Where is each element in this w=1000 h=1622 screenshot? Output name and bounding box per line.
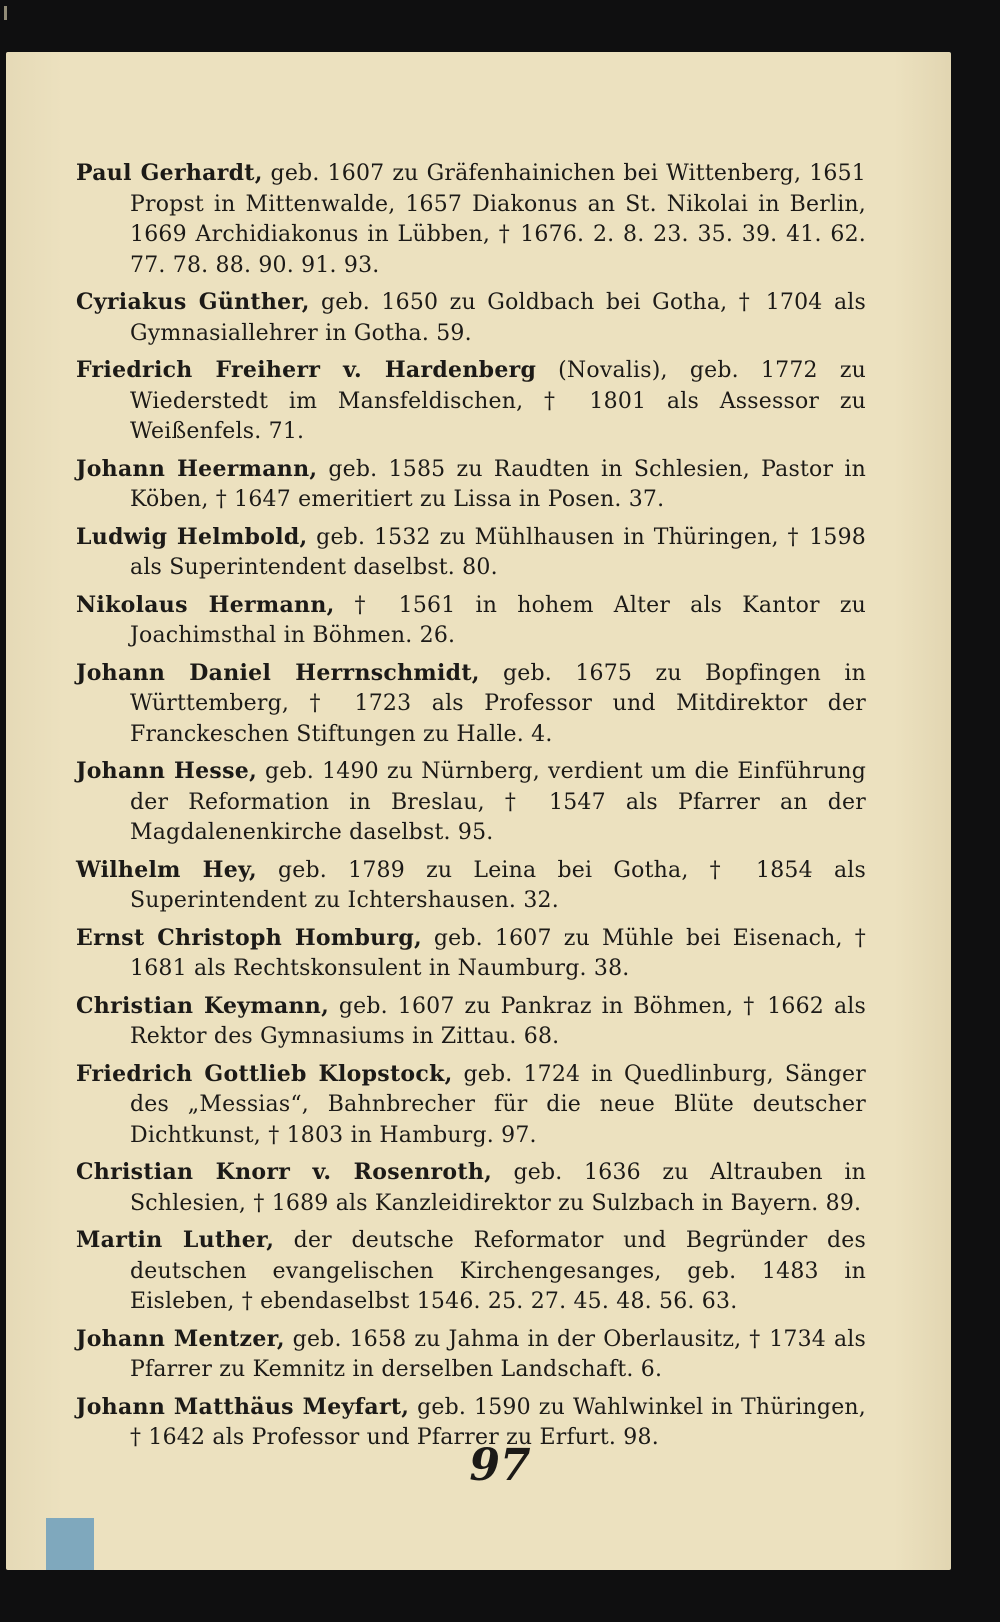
author-name: Ernst Christoph Homburg, (76, 924, 422, 951)
author-name: Johann Mentzer, (76, 1325, 285, 1352)
author-name: Christian Keymann, (76, 992, 330, 1019)
author-name: Friedrich Freiherr v. Hardenberg (76, 357, 537, 383)
author-entry (76, 522, 866, 584)
page-number: 97 (469, 1440, 531, 1491)
author-details: geb. 1675 zu Bopfingen in Württemberg, † 1723 als Professor und Mitdirektor der Franckeschen Stiftungen zu Halle. 4. (130, 660, 866, 747)
author-entry (76, 1324, 866, 1386)
author-entry (76, 590, 866, 652)
author-details: geb. 1490 zu Nürnberg, verdient um die Einführung der Reformation in Breslau, † 1547 als Pfarrer an der Magdalenenkirche daselbst. 95. (130, 759, 867, 845)
author-details: geb. 1607 zu Gräfenhainichen bei Wittenberg, 1651 Propst in Mittenwalde, 1657 Diakonus an St. Nikolai in Berlin, 1669 Archidiakonus in Lübben, † 1676. 2. 8. 23. 35. 39. 41. 62. 77. 78. 88. 90. 91. 93. (130, 161, 866, 278)
author-entry (76, 1225, 866, 1318)
author-details: geb. 1724 in Quedlinburg, Sänger des „Messias“, Bahnbrecher für die neue Blüte deutscher Dichtkunst, † 1803 in Hamburg. 97. (130, 1061, 866, 1148)
author-entry (76, 923, 866, 985)
author-entry (76, 454, 866, 516)
author-entry (76, 287, 866, 349)
author-name: Ludwig Helmbold, (76, 523, 308, 550)
author-entry (76, 355, 866, 448)
author-name: Wilhelm Hey, (76, 856, 258, 883)
author-details: der deutsche Reformator und Begründer des deutschen evangelischen Kirchengesanges, geb. 1483 in Eisleben, † ebendaselbst 1546. 25. 27. 45. 48. 56. 63. (130, 1228, 866, 1314)
author-name: Nikolaus Hermann, (76, 591, 335, 618)
author-entry (76, 756, 866, 849)
author-details: geb. 1590 zu Wahlwinkel in Thüringen, † 1642 als Professor und Pfarrer zu Erfurt. 98. (130, 1394, 866, 1450)
author-name: Johann Matthäus Meyfart, (76, 1393, 410, 1420)
author-details: geb. 1532 zu Mühlhausen in Thüringen, † 1598 als Superintendent daselbst. 80. (130, 524, 866, 580)
author-name: Christian Knorr v. Rosenroth, (76, 1159, 493, 1185)
blue-tab (46, 1518, 94, 1570)
author-entry (76, 991, 866, 1053)
author-name: Martin Luther, (76, 1227, 275, 1253)
author-details: geb. 1585 zu Raudten in Schlesien, Pastor in Köben, † 1647 emeritiert zu Lissa in Posen. 37. (130, 456, 866, 512)
author-name: Cyriakus Günther, (76, 289, 310, 315)
film-edge-mark (4, 6, 7, 20)
author-name: Friedrich Gottlieb Klopstock, (76, 1060, 453, 1087)
author-details: geb. 1607 zu Pankraz in Böhmen, † 1662 als Rektor des Gymnasiums in Zittau. 68. (130, 993, 866, 1049)
author-name: Johann Daniel Herrnschmidt, (76, 659, 480, 686)
author-details: geb. 1658 zu Jahma in der Oberlausitz, † 1734 als Pfarrer zu Kemnitz in derselben Landschaft. 6. (130, 1326, 866, 1382)
author-name: Johann Heermann, (76, 455, 318, 482)
author-details: geb. 1607 zu Mühle bei Eisenach, † 1681 als Rechtskonsulent in Naumburg. 38. (130, 925, 866, 981)
author-details: geb. 1650 zu Goldbach bei Gotha, † 1704 als Gymnasiallehrer in Gotha. 59. (130, 290, 866, 346)
author-name: Paul Gerhardt, (76, 160, 263, 186)
author-entry (76, 1157, 866, 1219)
author-entry (76, 855, 866, 917)
author-details: geb. 1789 zu Leina bei Gotha, † 1854 als Superintendent zu Ichtershausen. 32. (130, 857, 866, 913)
author-entry (76, 1059, 866, 1152)
author-details: † 1561 in hohem Alter als Kantor zu Joachimsthal in Böhmen. 26. (130, 592, 867, 648)
author-entries (76, 158, 866, 1460)
author-name: Johann Hesse, (76, 758, 258, 784)
author-details: geb. 1636 zu Altrauben in Schlesien, † 1689 als Kanzleidirektor zu Sulzbach in Bayern. 89. (130, 1160, 866, 1216)
author-details: (Novalis), geb. 1772 zu Wiederstedt im Mansfeldischen, † 1801 als Assessor zu Weißenfels. 71. (130, 358, 866, 444)
author-entry (76, 658, 866, 751)
author-entry (76, 158, 866, 281)
